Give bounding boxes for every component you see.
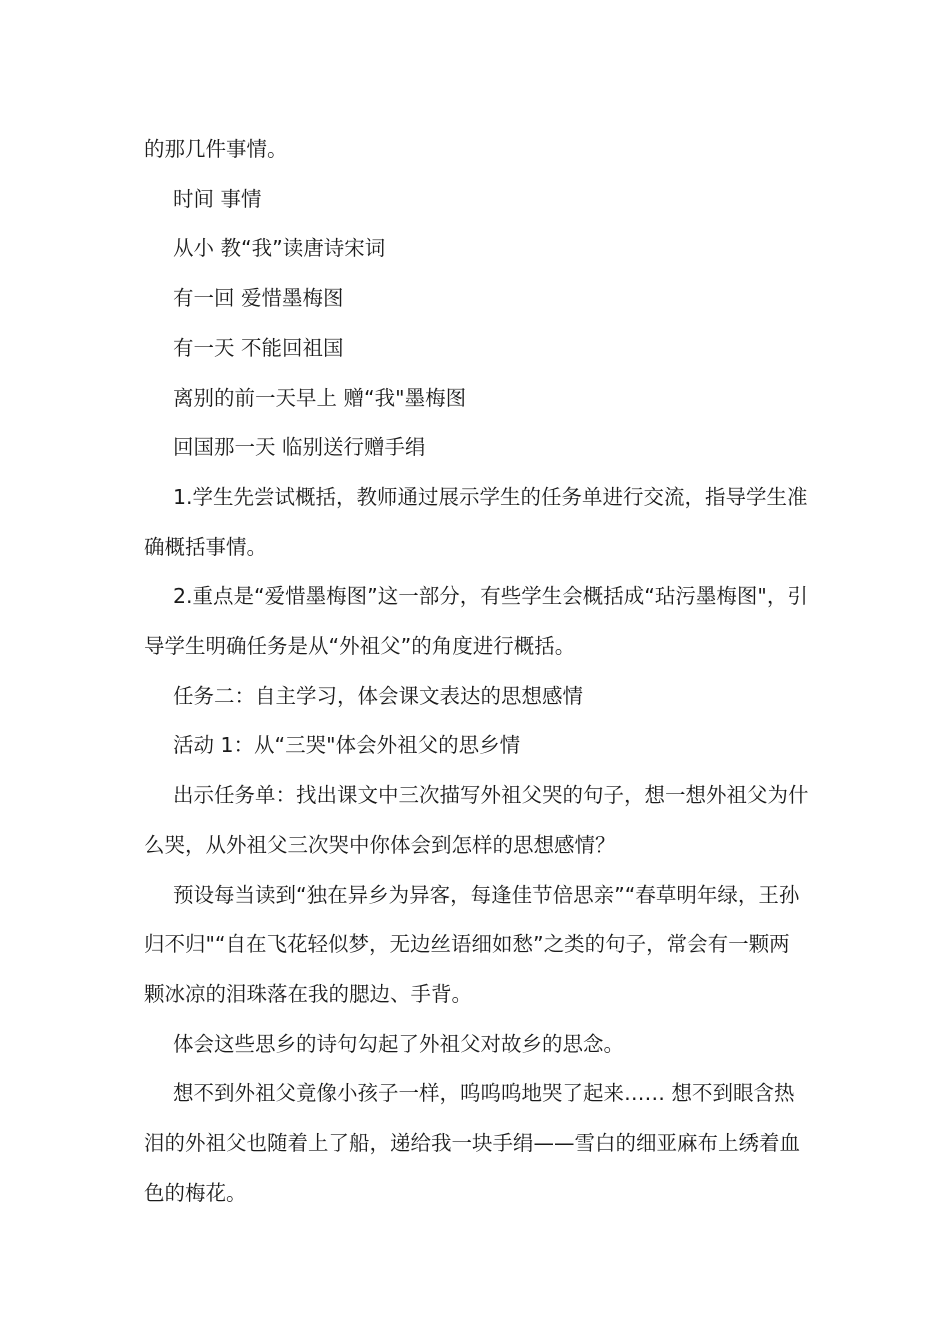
event-line: 离别的前一天早上 赠“我"墨梅图	[173, 385, 467, 410]
activity-heading: 活动 1：从“三哭"体会外祖父的思乡情	[173, 733, 521, 758]
paragraph: 的那几件事情。	[144, 137, 288, 161]
event-line: 有一天 不能回祖国	[173, 335, 344, 360]
document-body	[144, 125, 809, 1218]
table-header-line: 时间 事情	[173, 186, 262, 211]
paragraph: 体会这些思乡的诗句勾起了外祖父对故乡的思念。	[173, 1031, 624, 1056]
paragraph: 出示任务单：找出课文中三次描写外祖父哭的句子，想一想外祖父为什么哭，从外祖父三次哭中你体会到怎样的思想感情？	[144, 783, 809, 857]
paragraph: 想不到外祖父竟像小孩子一样，呜呜呜地哭了起来…… 想不到眼含热泪的外祖父也随着上了船，递给我一块手绢——雪白的细亚麻布上绣着血色的梅花。	[144, 1081, 800, 1205]
paragraph: 1.学生先尝试概括，教师通过展示学生的任务单进行交流，指导学生准确概括事情。	[144, 484, 808, 559]
section-heading: 任务二：自主学习，体会课文表达的思想感情	[173, 683, 583, 708]
event-line: 有一回 爱惜墨梅图	[173, 286, 344, 311]
event-line: 从小 教“我”读唐诗宋词	[173, 236, 386, 261]
event-line: 回国那一天 临别送行赠手绢	[173, 435, 426, 460]
paragraph: 2.重点是“爱惜墨梅图”这一部分，有些学生会概括成“玷污墨梅图"，引导学生明确任务是从“外祖父”的角度进行概括。	[144, 584, 808, 659]
paragraph: 预设每当读到“独在异乡为异客，每逢佳节倍思亲”“春草明年绿，王孙归不归"“自在飞花轻似梦，无边丝语细如愁”之类的句子，常会有一颗两颗冰凉的泪珠落在我的腮边、手背。	[144, 882, 800, 1006]
